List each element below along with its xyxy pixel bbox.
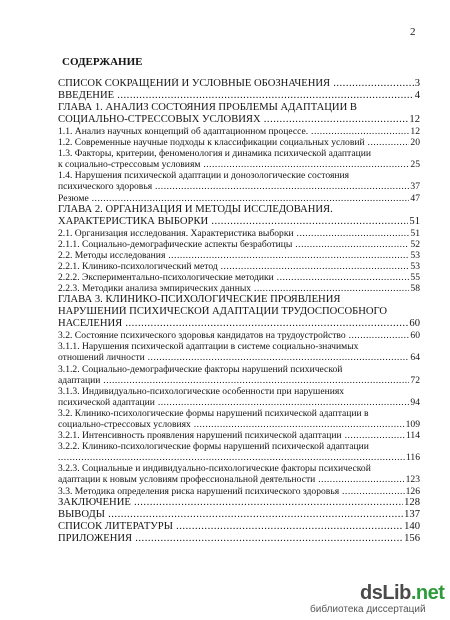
watermark-brand-suffix: .net [410, 582, 445, 604]
toc-entry[interactable] [58, 250, 420, 261]
toc-entry-page: 20 [410, 137, 420, 149]
toc-entry-text: ХАРАКТЕРИСТИКА ВЫБОРКИ ..... [58, 216, 420, 228]
toc-entry-text: НАСЕЛЕНИЯ ..... [58, 318, 420, 330]
toc-entry-text: 1.4. Нарушения психической адаптации и донозологические состояния [58, 170, 350, 182]
toc-entry-page: 3 [414, 78, 420, 89]
toc-entry-page: 156 [404, 532, 420, 544]
toc-entry-page: 109 [405, 418, 420, 430]
toc-entry-text: СПИСОК СОКРАЩЕНИЙ И УСЛОВНЫЕ ОБОЗНАЧЕНИЯ ..... [58, 78, 420, 90]
toc-entry[interactable] [58, 533, 420, 545]
toc-entry-page: 114 [405, 430, 420, 442]
toc-entry-page: 58 [410, 283, 420, 295]
toc-entry-text: 1.3. Факторы, критерии, феноменология и динамика психической адаптации [58, 148, 372, 160]
toc-entry-text: 1.1. Анализ научных концепций об адаптационном процессе. ..... [58, 126, 420, 137]
toc-entry-page: 12 [409, 114, 420, 125]
toc-heading: СОДЕРЖАНИЕ [62, 56, 143, 68]
toc-entry-text: 3.2.1. Интенсивность проявления нарушений психической адаптации ..... [58, 430, 420, 441]
toc-entry-text: 3.2.2. Клинико-психологические формы нарушений психической адаптации [58, 441, 369, 453]
toc-entry-page: 47 [410, 192, 420, 204]
toc-entry[interactable] [58, 509, 420, 521]
toc-entry-page: 123 [405, 474, 420, 486]
toc-entry[interactable] [58, 330, 420, 341]
toc-entry-text [58, 452, 420, 463]
toc-entry-text: ЗАКЛЮЧЕНИЕ ..... [58, 497, 420, 509]
toc-entry-text: 3.1.1. Нарушения психической адаптации в системе социально-значимых [58, 341, 359, 353]
toc-entry-text: ВВЕДЕНИЕ ..... [58, 90, 420, 102]
toc-entry[interactable] [58, 137, 420, 148]
toc-entry-page: 60 [409, 318, 420, 330]
toc-entry[interactable] [58, 486, 420, 497]
toc-entry-text: ГЛАВА 2. ОРГАНИЗАЦИЯ И МЕТОДЫ ИССЛЕДОВАНИЯ. [58, 203, 333, 215]
toc-entry-page: 51 [410, 227, 420, 239]
toc-entry-page: 37 [410, 181, 420, 193]
toc-entry-page: 12 [410, 126, 420, 137]
toc-entry-text: СПИСОК ЛИТЕРАТУРЫ ..... [58, 521, 420, 533]
toc-entry-text: 3.1.3. Индивидуально-психологические особенности при нарушениях [58, 385, 345, 397]
toc-entry[interactable] [58, 261, 420, 272]
toc-entry-text: 2.2. Методы исследования ..... [58, 250, 420, 261]
toc-entry-text: Резюме ..... [58, 193, 420, 204]
toc-entry-text: 2.2.3. Методики анализа эмпирических данных ..... [58, 283, 420, 294]
toc-entry[interactable] [58, 204, 420, 228]
toc-entry-text: адаптации к новым условиям профессиональной деятельности ..... [58, 474, 420, 485]
watermark-brand-prefix: dsLib [360, 582, 411, 604]
toc-entry[interactable] [58, 272, 420, 283]
toc-entry[interactable] [58, 170, 420, 192]
toc-entry-text: ПРИЛОЖЕНИЯ ..... [58, 533, 420, 545]
toc-entry[interactable] [58, 294, 420, 330]
toc-entry[interactable] [58, 463, 420, 485]
toc-entry-page: 55 [410, 272, 420, 284]
toc-entry-page: 53 [410, 249, 420, 261]
toc-entry-text: к социально-стрессовым условиям ..... [58, 159, 420, 170]
toc-entry-page: 94 [410, 396, 420, 408]
toc-entry-page: 52 [410, 238, 420, 250]
toc-entry[interactable] [58, 497, 420, 509]
watermark-logo [360, 582, 444, 605]
toc-entry[interactable] [58, 430, 420, 441]
table-of-contents [58, 78, 420, 545]
toc-entry-page: 72 [410, 374, 420, 386]
toc-entry-text: психического здоровья ..... [58, 181, 420, 192]
toc-entry[interactable] [58, 341, 420, 363]
toc-entry[interactable] [58, 148, 420, 170]
toc-entry[interactable] [58, 228, 420, 239]
toc-entry-text: СОЦИАЛЬНО-СТРЕССОВЫХ УСЛОВИЯХ ..... [58, 114, 420, 126]
toc-entry-page: 126 [405, 485, 420, 497]
toc-entry[interactable] [58, 441, 420, 463]
toc-entry[interactable] [58, 126, 420, 137]
toc-entry-text: 3.2. Состояние психического здоровья кандидатов на трудоустройство ..... [58, 330, 420, 341]
toc-entry-text: НАРУШЕНИЙ ПСИХИЧЕСКОЙ АДАПТАЦИИ ТРУДОСПОСОБНОГО [58, 306, 388, 318]
toc-entry-page: 128 [404, 496, 420, 508]
toc-entry-page: 116 [405, 452, 420, 464]
toc-entry-text: 2.1. Организация исследования. Характеристика выборки ..... [58, 228, 420, 239]
toc-entry-page: 53 [410, 260, 420, 272]
page-number: 2 [410, 26, 416, 38]
toc-entry[interactable] [58, 283, 420, 294]
toc-entry-page: 137 [404, 508, 420, 520]
toc-entry-text: 2.2.1. Клинико-психологический метод ..... [58, 261, 420, 272]
toc-entry-text: психической адаптации ..... [58, 397, 420, 408]
toc-entry[interactable] [58, 102, 420, 126]
toc-entry[interactable] [58, 90, 420, 102]
toc-entry-text: отношений личности ..... [58, 352, 420, 363]
toc-entry-text: ВЫВОДЫ ..... [58, 509, 420, 521]
toc-entry-text: ГЛАВА 3. КЛИНИКО-ПСИХОЛОГИЧЕСКИЕ ПРОЯВЛЕНИЯ [58, 294, 341, 306]
toc-entry-page: 60 [410, 330, 420, 342]
toc-entry-page: 4 [414, 90, 420, 101]
toc-entry-text: 3.1.2. Социально-демографические факторы нарушений психической [58, 363, 343, 375]
toc-entry-text: 2.1.1. Социально-демографические аспекты безработицы ..... [58, 239, 420, 250]
toc-entry[interactable] [58, 364, 420, 386]
toc-entry[interactable] [58, 386, 420, 408]
toc-entry[interactable] [58, 408, 420, 430]
watermark-subtitle: библиотека диссертаций [310, 604, 426, 615]
toc-entry-page: 140 [404, 520, 420, 532]
toc-entry-text: ГЛАВА 1. АНАЛИЗ СОСТОЯНИЯ ПРОБЛЕМЫ АДАПТАЦИИ В [58, 102, 357, 113]
toc-entry-text: 2.2.2. Экспериментально-психологические методики ..... [58, 272, 420, 283]
toc-entry[interactable] [58, 521, 420, 533]
toc-entry-page: 51 [409, 215, 420, 227]
toc-entry[interactable] [58, 239, 420, 250]
toc-entry-text: 3.3. Методика определения риска нарушений психического здоровья ..... [58, 486, 420, 497]
toc-entry-text: 1.2. Современные научные подходы к классификации социальных условий ..... [58, 137, 420, 148]
toc-entry-text: адаптации ..... [58, 375, 420, 386]
toc-entry-text: 3.2. Клинико-психологические формы нарушений психической адаптации в [58, 407, 369, 419]
toc-entry[interactable] [58, 78, 420, 90]
toc-entry-page: 64 [410, 352, 420, 364]
toc-entry-text: социально-стрессовых условиях ..... [58, 419, 420, 430]
toc-entry[interactable] [58, 193, 420, 204]
toc-entry-page: 25 [410, 159, 420, 171]
toc-entry-text: 3.2.3. Социальные и индивидуально-психологические факторы психической [58, 463, 371, 475]
